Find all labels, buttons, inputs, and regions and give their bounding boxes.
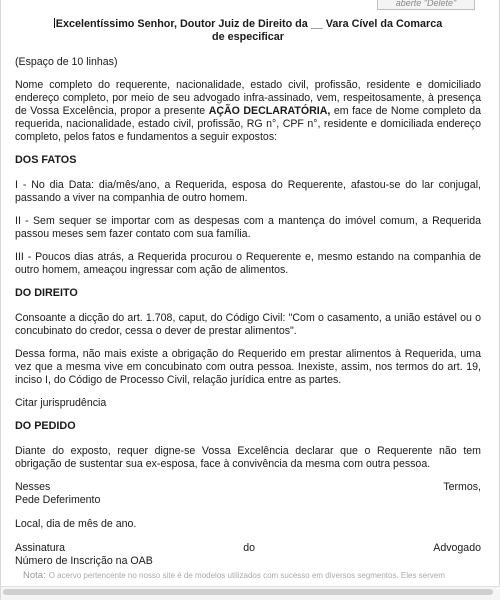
- signature-block: [15, 542, 481, 568]
- section-title-fatos: DOS FATOS: [15, 154, 77, 166]
- signature-assinatura: Assinatura: [15, 542, 66, 554]
- signature-oab: Número de Inscrição na OAB: [15, 555, 153, 567]
- closing-pede: Pede Deferimento: [15, 494, 101, 506]
- spacing-note: (Espaço de 10 linhas): [15, 56, 118, 68]
- closing-block: [15, 481, 481, 507]
- text-cursor: [54, 18, 55, 28]
- heading-line-1: Excelentíssimo Senhor, Doutor Juiz de Direito da __ Vara Cível da Comarca: [55, 18, 443, 30]
- direito-item: Citar jurisprudência: [15, 397, 107, 409]
- section-title-pedido: DO PEDIDO: [15, 420, 76, 432]
- petition-heading: [15, 18, 481, 43]
- signature-do: do: [243, 542, 256, 554]
- direito-item: Consoante a dicção do art. 1.708, caput, do Código Civil: "Com o casamento, a união estável ou o concubinato do credor, cessa o dever de prestar alimentos".: [15, 312, 481, 337]
- footer-note-text: O acervo pertencente no nosso site é de modelos utilizados com sucesso em diversos segmentos. Eles servem: [48, 571, 445, 580]
- delete-hint-tag: aberte "Delete": [377, 0, 475, 10]
- section-title-direito: DO DIREITO: [15, 287, 78, 299]
- fato-item: I - No dia Data: dia/mês/ano, a Requerida, esposa do Requerente, afastou-se do lar conjugal, passando a viver na companhia de outro homem.: [15, 179, 481, 204]
- footer-note: [23, 570, 493, 581]
- signature-advogado: Advogado: [433, 542, 481, 554]
- action-name: AÇÃO DECLARATÓRIA,: [208, 105, 331, 117]
- closing-termos: Termos,: [443, 481, 481, 493]
- closing-local: Local, dia de mês de ano.: [15, 518, 137, 530]
- intro-paragraph: Nome completo do requerente, nacionalidade, estado civil, profissão, residente e domiciliado endereço completo, por meio de seu advogado infra-assinado, vem, respeitosamente, à presença de Vossa Excelência, propor a presente AÇÃO DECLARATÓRIA, em face de Nome completo da requerida, nacionalidade, estado civil, profissão, RG n°, CPF n°, residente e domiciliada endereço completo, pelos fatos e fundamentos a seguir expostos:: [15, 79, 481, 143]
- footer-note-label: Nota:: [23, 570, 46, 581]
- direito-item: Dessa forma, não mais existe a obrigação do Requerido em prestar alimentos à Requerida, uma vez que a mesma vive em concubinato com outra pessoa. Inexiste, assim, nos termos do art. 19, inciso I, do Código de Processo Civil, relação jurídica entre as partes.: [15, 348, 481, 386]
- fato-item: II - Sem sequer se importar com as despesas com a mantença do imóvel comum, a Requerida passou meses sem fazer contato com sua família.: [15, 215, 481, 240]
- heading-line-2: de especificar: [211, 30, 285, 43]
- closing-nesses: Nesses: [15, 481, 51, 493]
- fato-item: III - Poucos dias atrás, a Requerida procurou o Requerente e, mesmo estando na companhia de outro homem, ameaçou ingressar com ação de alimentos.: [15, 251, 481, 276]
- horizontal-scrollbar-thumb[interactable]: [3, 589, 493, 595]
- pedido-paragraph: Diante do exposto, requer digne-se Vossa Excelência declarar que o Requerente não tem obrigação de sustentar sua ex-esposa, face à convivência da mesma com outra pessoa.: [15, 445, 481, 470]
- petition-body: [15, 18, 481, 568]
